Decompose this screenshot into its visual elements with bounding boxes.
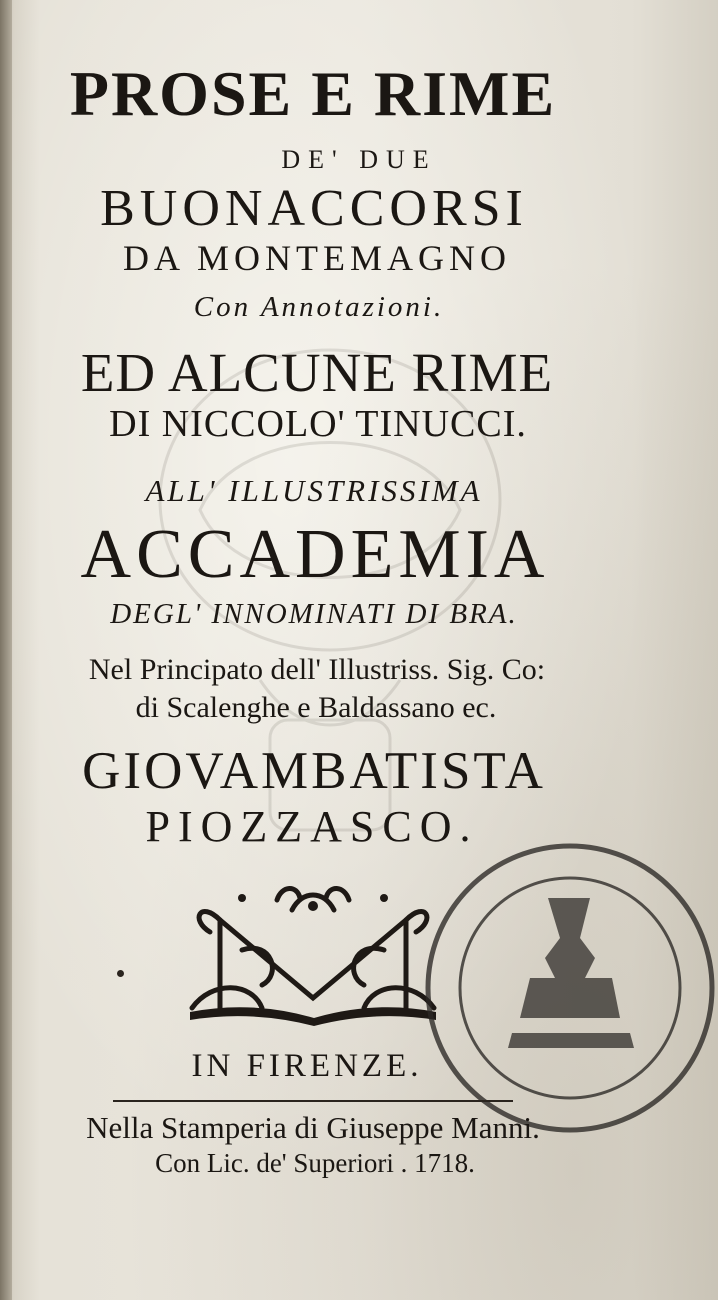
printed-dot — [117, 970, 124, 977]
dedication-line-innominati: DEGL' INNOMINATI DI BRA. — [110, 598, 518, 630]
imprint-licence-date: Con Lic. de' Superiori . 1718. — [155, 1148, 475, 1178]
dedication-line-accademia: ACCADEMIA — [80, 516, 550, 593]
dedication-line-scalenghe: di Scalenghe e Baldassano ec. — [135, 691, 497, 724]
title-line-con-annotazioni: Con Annotazioni. — [193, 291, 445, 323]
title-line-buonaccorsi: BUONACCORSI — [100, 180, 528, 237]
title-line-ed-alcune-rime: ED ALCUNE RIME — [80, 342, 554, 403]
printers-device-monogram — [182, 880, 444, 1030]
dedication-line-piozzasco: PIOZZASCO. — [145, 802, 479, 851]
title-line-prose-e-rime: PROSE E RIME — [69, 58, 557, 129]
dedication-line-giovambatista: GIOVAMBATISTA — [82, 742, 546, 800]
title-line-de-due: DE' DUE — [281, 145, 437, 174]
imprint-place: IN FIRENZE. — [191, 1048, 423, 1084]
imprint-divider — [113, 1100, 513, 1102]
dedication-line-principato: Nel Principato dell' Illustriss. Sig. Co: — [88, 653, 546, 686]
dedication-line-illustrissima: ALL' ILLUSTRISSIMA — [145, 473, 483, 508]
imprint-printer: Nella Stamperia di Giuseppe Manni. — [86, 1110, 540, 1145]
title-line-da-montemagno: DA MONTEMAGNO — [123, 238, 511, 278]
title-line-tinucci: DI NICCOLO' TINUCCI. — [109, 403, 527, 445]
